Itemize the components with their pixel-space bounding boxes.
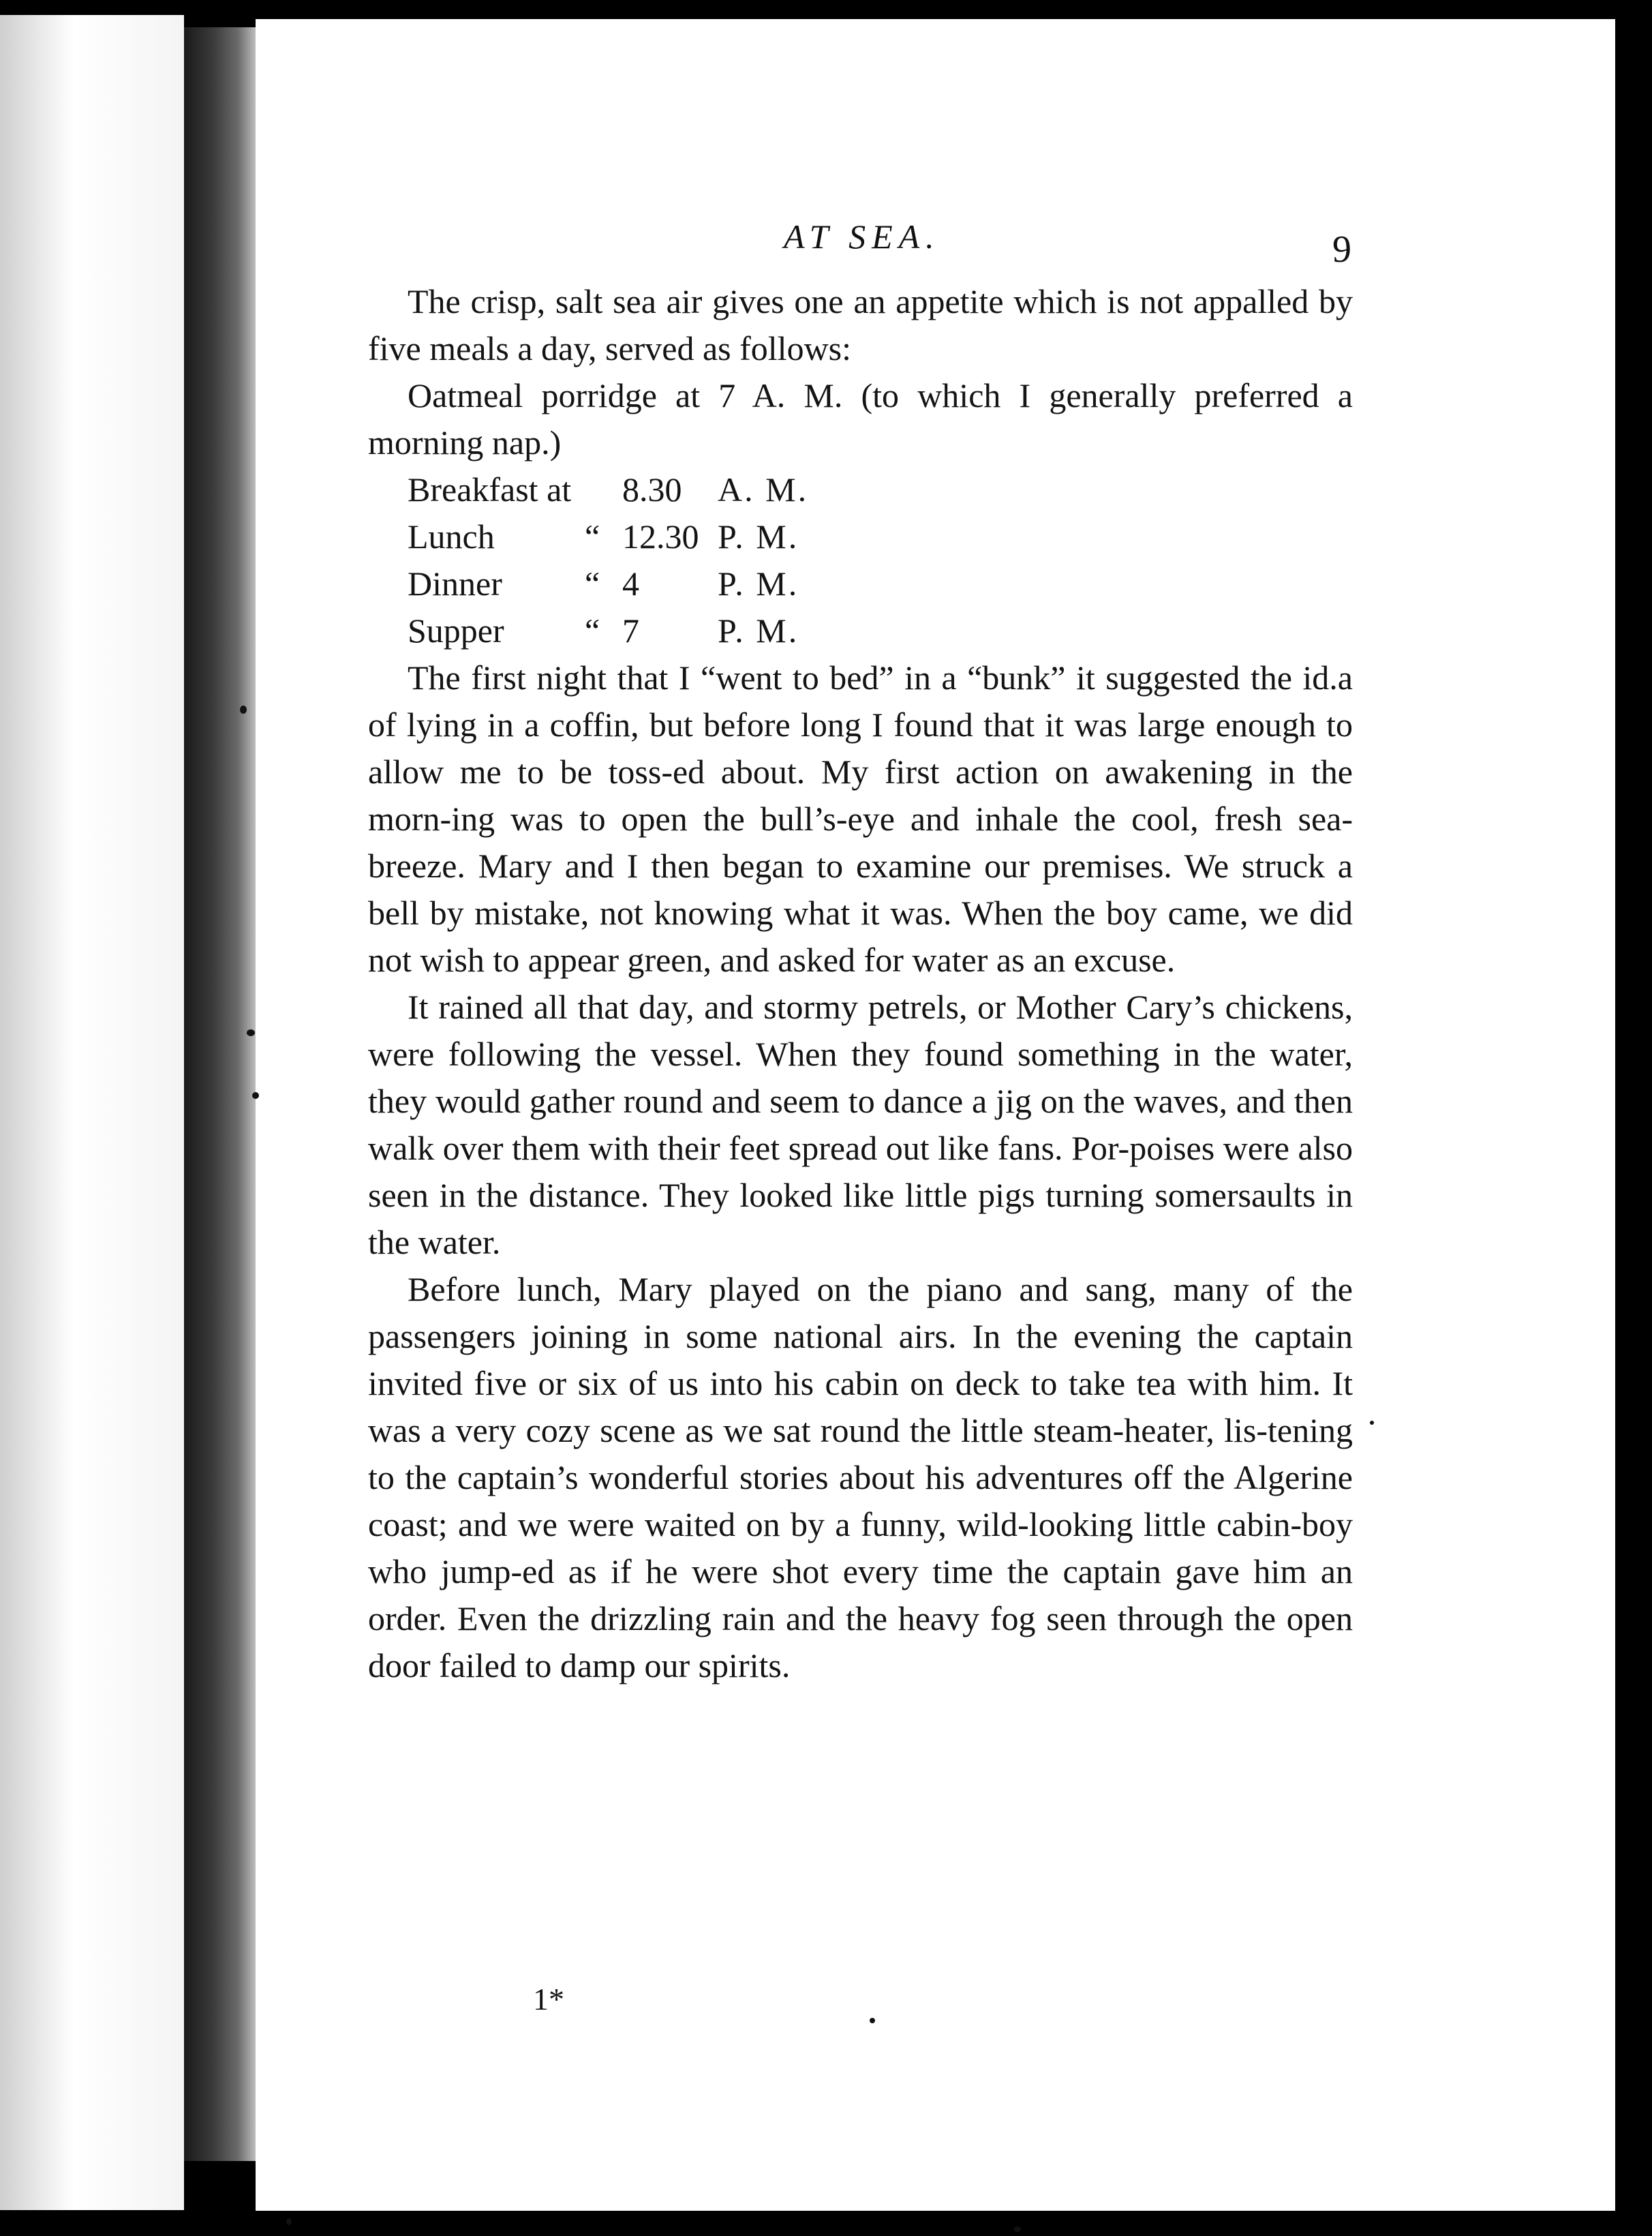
running-head-title: AT SEA. (784, 217, 940, 256)
paragraph-oatmeal: Oatmeal porridge at 7 A. M. (to which I generally preferred a morning nap.) (368, 376, 1353, 462)
scan-speck (870, 2018, 875, 2023)
page-number: 9 (1332, 228, 1351, 271)
meal-name: Lunch (408, 517, 495, 556)
meal-name: Breakfast at (408, 470, 572, 509)
meal-row-supper (408, 607, 1353, 654)
facing-page-edge (0, 15, 184, 2210)
signature-mark: 1* (533, 1982, 564, 2016)
paragraph-first-night: The first night that I “went to bed” in a “bunk” it suggested the id.a of lying in a coffin, but before long I found that it was large enough to allow me to be toss-ed about. My first action on awakening in the morn-ing was to open the bull’s-eye and inhale the cool, fresh sea-breeze. Mary and I then began to examine our premises. We struck a bell by mistake, not knowing what it was. When the boy came, we did not wish to appear green, and asked for water as an excuse. (368, 659, 1353, 979)
ditto-mark: “ (585, 517, 600, 556)
meal-row-lunch (408, 513, 1353, 560)
paragraph-meals-intro: The crisp, salt sea air gives one an appetite which is not appalled by five meals a day, served as follows: (368, 282, 1353, 367)
scan-speck (1370, 1421, 1374, 1425)
scan-border (1615, 0, 1652, 2236)
paragraph-rain: It rained all that day, and stormy petrels, or Mother Cary’s chickens, were following the vessel. When they found something in the water, they would gather round and seem to dance a jig on the waves, and then walk over them with their feet spread out like fans. Por-poises were also seen in the distance. They looked like little pigs turning somersaults in the water. (368, 988, 1353, 1261)
ditto-mark: “ (585, 611, 600, 650)
scan-speck (286, 2218, 292, 2225)
meal-name: Supper (408, 611, 504, 650)
meal-name: Dinner (408, 564, 502, 603)
scan-speck (240, 706, 247, 714)
meal-time: 4 (622, 564, 639, 603)
meal-time: 8.30 (622, 470, 682, 509)
book-gutter (184, 27, 256, 2161)
meal-ampm: P. M. (718, 564, 799, 603)
meal-row-breakfast (408, 466, 1353, 513)
meal-schedule (368, 466, 1353, 654)
meal-ampm: P. M. (718, 517, 799, 556)
meal-row-dinner (408, 560, 1353, 607)
scan-speck (247, 1029, 255, 1036)
meal-ampm: P. M. (718, 611, 799, 650)
meal-time: 12.30 (622, 517, 699, 556)
paragraph-captain: Before lunch, Mary played on the piano and sang, many of the passengers joining in some national airs. In the evening the captain invited five or six of us into his cabin on deck to take tea with him. It was a very cozy scene as we sat round the little steam-heater, lis-tening to the captain’s wonderful stories about his adventures off the Algerine coast; and we were waited on by a funny, wild-looking little cabin-boy who jump-ed as if he were shot every time the captain gave him an order. Even the drizzling rain and the heavy fog seen through the open door failed to damp our spirits. (368, 1270, 1353, 1684)
scan-speck (1014, 2226, 1021, 2232)
ditto-mark: “ (585, 564, 600, 603)
scan-speck (252, 1092, 259, 1099)
text-block (368, 278, 1353, 1689)
meal-ampm: A. M. (718, 470, 809, 509)
meal-time: 7 (622, 611, 639, 650)
